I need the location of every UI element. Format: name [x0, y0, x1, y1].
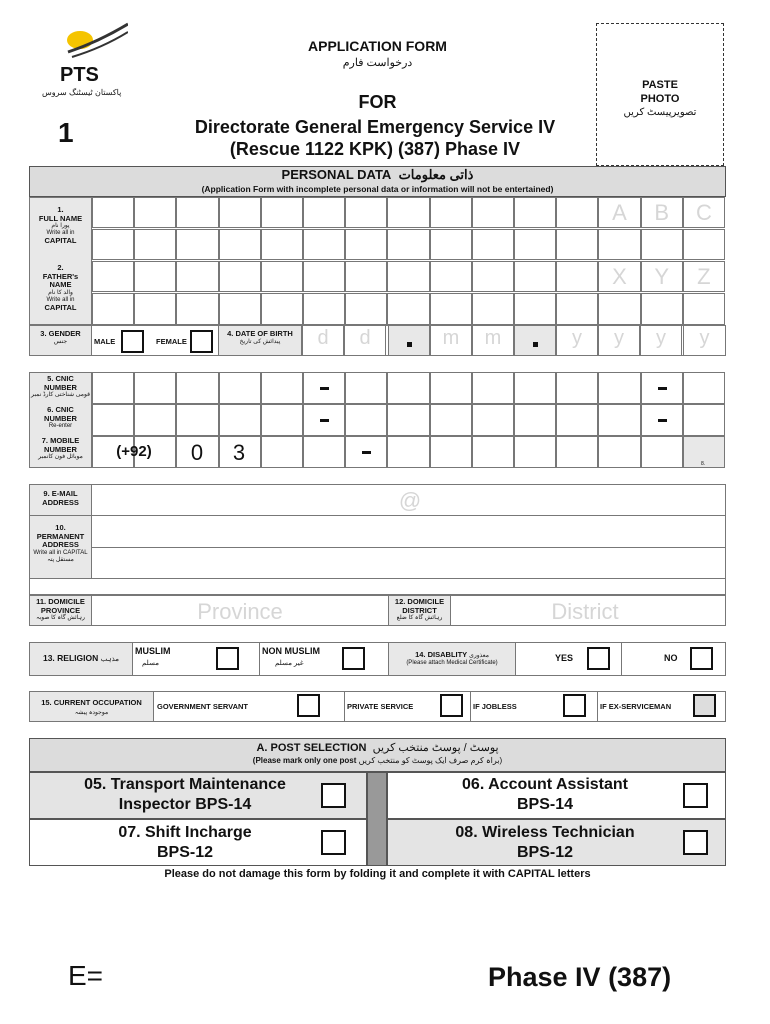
cnic-digit-cell[interactable] — [514, 436, 556, 468]
muslim-urdu: مسلم — [142, 660, 159, 667]
name-char-cell[interactable] — [387, 229, 429, 260]
private-service-checkbox[interactable] — [440, 694, 463, 717]
mobile-tail-number: 8. — [701, 461, 706, 467]
dob-ghost-letter: y — [572, 327, 582, 349]
name-char-cell[interactable] — [134, 261, 176, 292]
gov-servant-checkbox[interactable] — [297, 694, 320, 717]
disability-no-checkbox[interactable] — [690, 647, 713, 670]
mobile-label-2: NUMBER — [44, 444, 77, 454]
domicile-district-urdu: رہائش گاہ کا ضلع — [396, 615, 443, 622]
name-char-cell[interactable] — [345, 197, 387, 228]
cnic-digit-cell[interactable] — [472, 436, 514, 468]
father-capital: CAPITAL — [44, 302, 77, 312]
photo-urdu: تصویرپیسٹ کریں — [623, 106, 697, 118]
personal-title-urdu: ذاتی معلومات — [398, 167, 474, 182]
cnic-digit-cell[interactable] — [598, 372, 640, 404]
no-label: NO — [664, 653, 678, 663]
name-char-cell[interactable] — [219, 293, 261, 325]
dob-urdu: پیدائش کی تاریخ — [239, 338, 281, 345]
name-char-cell[interactable] — [261, 229, 303, 260]
name-char-cell[interactable] — [556, 197, 598, 228]
post-title-urdu: پوسٹ / پوسٹ منتخب کریں — [372, 742, 499, 754]
mobile-digit-3: 3 — [232, 440, 246, 465]
name-char-cell[interactable] — [472, 229, 514, 260]
cnic-digit-cell[interactable] — [387, 404, 429, 436]
address-input[interactable] — [92, 516, 726, 578]
cnic2-label-2: NUMBER — [44, 413, 77, 423]
address-label-2: ADDRESS — [42, 540, 79, 550]
name-char-cell[interactable] — [641, 229, 683, 260]
disability-label: 14. DISABLITY — [415, 650, 468, 659]
gender-label: 3. GENDER — [40, 329, 81, 338]
disability-yes-checkbox[interactable] — [587, 647, 610, 670]
dob-ghost-letter: m — [442, 327, 460, 349]
cnic-dash-cell — [641, 404, 683, 436]
full-name-label: FULL NAME — [38, 213, 83, 223]
non-muslim-checkbox[interactable] — [342, 647, 365, 670]
domicile-province-urdu: رہائش گاہ کا صوبہ — [36, 615, 85, 622]
cnic-digit-cell[interactable] — [134, 404, 176, 436]
dob-ghost-letter: y — [614, 327, 624, 349]
female-checkbox[interactable] — [190, 330, 213, 353]
jobless-label: IF JOBLESS — [473, 702, 517, 711]
name-char-cell[interactable] — [514, 293, 556, 325]
cnic-digit-cell[interactable] — [430, 436, 472, 468]
cnic-digit-cell[interactable] — [134, 372, 176, 404]
personal-title: PERSONAL DATA — [281, 167, 392, 182]
name-char-cell[interactable] — [176, 197, 218, 228]
non-muslim-label: NON MUSLIM — [262, 646, 320, 656]
cnic-digit-cell[interactable] — [556, 372, 598, 404]
muslim-label: MUSLIM — [135, 646, 171, 656]
name-char-cell[interactable] — [430, 261, 472, 292]
name-char-cell[interactable] — [472, 197, 514, 228]
father-write: Write all in — [46, 296, 75, 303]
org-line1: Directorate General Emergency Service IV — [194, 117, 556, 137]
dash-mark — [658, 387, 667, 390]
name-char-cell[interactable] — [92, 229, 134, 260]
gov-servant-label: GOVERNMENT SERVANT — [157, 702, 248, 711]
address-write: Write all in CAPITAL — [33, 549, 88, 556]
name-char-cell[interactable] — [303, 229, 345, 260]
cnic-digit-cell[interactable] — [92, 404, 134, 436]
cnic-digit-cell[interactable] — [556, 404, 598, 436]
father-urdu: والد کا نام — [48, 289, 73, 296]
cnic-dash-cell — [303, 372, 345, 404]
name-char-cell[interactable] — [134, 197, 176, 228]
private-service-label: PRIVATE SERVICE — [347, 702, 414, 711]
occupation-label: 15. CURRENT OCCUPATION — [41, 698, 142, 707]
form-title-urdu: درخواست فارم — [342, 57, 413, 69]
post-05-line1: 05. Transport Maintenance — [84, 776, 286, 793]
name-char-cell[interactable] — [556, 261, 598, 292]
cnic-digit-cell[interactable] — [598, 404, 640, 436]
name-ghost-letter: C — [695, 200, 712, 225]
mobile-urdu: موبائل فون کانمبر — [38, 454, 83, 461]
ex-serviceman-label: IF EX-SERVICEMAN — [600, 702, 672, 711]
name-char-cell[interactable] — [219, 229, 261, 260]
dob-dot — [407, 342, 412, 347]
post-07-checkbox[interactable] — [321, 830, 346, 855]
dash-mark — [362, 451, 371, 454]
name-char-cell[interactable] — [514, 261, 556, 292]
cnic-dash-cell — [345, 436, 387, 468]
footer-phase: Phase IV (387) — [488, 962, 672, 992]
cnic-digit-cell[interactable] — [472, 404, 514, 436]
name-char-cell[interactable] — [92, 197, 134, 228]
disability-urdu: معذوری — [469, 653, 489, 659]
name-char-cell[interactable] — [556, 293, 598, 325]
name-ghost-letter: B — [654, 200, 670, 225]
cnic-digit-cell[interactable] — [219, 372, 261, 404]
personal-note: (Application Form with incomplete personal data or information will not be entertained) — [201, 184, 554, 194]
father-label-2: NAME — [49, 280, 72, 290]
mobile-label: 7. MOBILE — [41, 436, 80, 445]
cnic-digit-cell[interactable] — [219, 404, 261, 436]
cnic-digit-cell[interactable] — [176, 404, 218, 436]
cnic-digit-cell[interactable] — [387, 436, 429, 468]
cnic-digit-cell[interactable] — [556, 436, 598, 468]
pts-logo-icon — [58, 22, 128, 64]
male-checkbox[interactable] — [121, 330, 144, 353]
name-char-cell[interactable] — [261, 197, 303, 228]
name-char-cell[interactable] — [641, 293, 683, 325]
cnic-digit-cell[interactable] — [387, 372, 429, 404]
name-char-cell[interactable] — [219, 261, 261, 292]
post-06-checkbox[interactable] — [683, 783, 708, 808]
name-char-cell[interactable] — [556, 229, 598, 260]
dob-ghost-letter: d — [359, 327, 371, 349]
name-char-cell[interactable] — [345, 229, 387, 260]
domicile-district-label: 12. DOMICILE — [394, 597, 445, 606]
name-char-cell[interactable] — [303, 261, 345, 292]
name-char-cell[interactable] — [92, 293, 134, 325]
email-label: 9. E-MAIL — [43, 489, 78, 498]
cnic2-reenter: Re-enter — [48, 423, 73, 430]
post-08-checkbox[interactable] — [683, 830, 708, 855]
name-char-cell[interactable] — [472, 293, 514, 325]
name-char-cell[interactable] — [472, 261, 514, 292]
mobile-digit-0: 0 — [190, 440, 204, 465]
dash-mark — [320, 419, 329, 422]
name-char-cell[interactable] — [387, 261, 429, 292]
dob-ghost-letter: d — [317, 327, 329, 349]
province-input[interactable] — [92, 596, 388, 625]
name-char-cell[interactable] — [514, 229, 556, 260]
cnic-digit-cell[interactable] — [345, 372, 387, 404]
father-number: 2. — [57, 263, 64, 272]
photo-label-1: PASTE — [642, 79, 678, 91]
name-char-cell[interactable] — [261, 261, 303, 292]
male-label: MALE — [94, 337, 116, 346]
org-line2: (Rescue 1122 KPK) (387) Phase IV — [229, 139, 521, 159]
name-char-cell[interactable] — [683, 229, 725, 260]
cnic-label-2: NUMBER — [44, 382, 77, 392]
father-label: FATHER's — [42, 271, 79, 281]
cnic2-label: 6. CNIC — [47, 405, 74, 414]
name-char-cell[interactable] — [134, 229, 176, 260]
religion-label: 13. RELIGION — [42, 653, 99, 663]
cnic-dash-cell — [303, 404, 345, 436]
post-title: A. POST SELECTION — [256, 742, 367, 754]
cnic-digit-cell[interactable] — [514, 372, 556, 404]
cnic-dash-cell — [641, 372, 683, 404]
address-urdu: مستقل پتہ — [47, 556, 74, 563]
for-label: FOR — [358, 92, 397, 112]
dob-ghost-letter: m — [484, 327, 502, 349]
domicile-district-label-2: DISTRICT — [402, 605, 437, 615]
occupation-urdu: موجودہ پیشہ — [74, 710, 109, 716]
cnic-urdu: قومی شناختی کارڈ نمبر — [31, 392, 90, 399]
cnic-digit-cell[interactable] — [261, 404, 303, 436]
post-05-line2: Inspector BPS-14 — [118, 796, 252, 813]
cnic-digit-cell[interactable] — [683, 372, 725, 404]
non-muslim-urdu: غیر مسلم — [275, 660, 304, 667]
name-char-cell[interactable] — [176, 293, 218, 325]
post-08-line2: BPS-12 — [516, 844, 574, 861]
cnic-digit-cell[interactable] — [261, 372, 303, 404]
name-char-cell[interactable] — [387, 293, 429, 325]
name-char-cell[interactable] — [92, 261, 134, 292]
ex-serviceman-checkbox[interactable] — [693, 694, 716, 717]
post-05-checkbox[interactable] — [321, 783, 346, 808]
name-char-cell[interactable] — [598, 229, 640, 260]
cnic-digit-cell[interactable] — [430, 372, 472, 404]
cnic-digit-cell[interactable] — [641, 436, 683, 468]
cnic-digit-cell[interactable] — [261, 436, 303, 468]
female-label: FEMALE — [156, 337, 187, 346]
district-input[interactable] — [451, 596, 726, 625]
domicile-province-label: 11. DOMICILE — [36, 597, 85, 606]
father-ghost-letter: Y — [654, 264, 670, 289]
post-06-line1: 06. Account Assistant — [462, 776, 628, 793]
yes-label: YES — [555, 653, 574, 663]
name-char-cell[interactable] — [430, 229, 472, 260]
cnic-label: 5. CNIC — [47, 374, 74, 383]
full-name-capital: CAPITAL — [44, 236, 77, 246]
dob-ghost-letter: y — [699, 327, 710, 349]
disability-note: (Please attach Medical Certificate) — [406, 660, 498, 666]
footer-warning: Please do not damage this form by folding it and complete it with CAPITAL letters — [164, 868, 591, 880]
domicile-province-label-2: PROVINCE — [40, 605, 81, 615]
logo-urdu: پاکستان ٹیسٹنگ سروس — [42, 88, 122, 97]
name-ghost-letter: A — [612, 200, 627, 225]
name-char-cell[interactable] — [387, 197, 429, 228]
name-char-cell[interactable] — [134, 293, 176, 325]
mobile-code: (+92) — [116, 443, 152, 460]
post-note-urdu: براہ کرم صرف ایک پوسٹ کو منتخب کریں) — [358, 756, 503, 765]
form-title: APPLICATION FORM — [308, 38, 447, 54]
post-06-line2: BPS-14 — [516, 796, 574, 813]
logo-text: PTS — [60, 64, 99, 86]
name-char-cell[interactable] — [598, 293, 640, 325]
email-label-2: ADDRESS — [42, 497, 79, 507]
email-at-placeholder: @ — [398, 488, 422, 513]
photo-label-2: PHOTO — [640, 92, 680, 105]
name-char-cell[interactable] — [303, 197, 345, 228]
name-char-cell[interactable] — [345, 293, 387, 325]
name-char-cell[interactable] — [430, 197, 472, 228]
gender-urdu: جنس — [53, 338, 68, 345]
religion-urdu: مذہب — [100, 656, 120, 663]
name-char-cell[interactable] — [514, 197, 556, 228]
cnic-digit-cell[interactable] — [683, 404, 725, 436]
name-char-cell[interactable] — [430, 293, 472, 325]
district-placeholder: District — [551, 599, 619, 624]
dob-label: 4. DATE OF BIRTH — [227, 329, 293, 338]
name-char-cell[interactable] — [303, 293, 345, 325]
name-char-cell[interactable] — [345, 261, 387, 292]
post-07-line2: BPS-12 — [156, 844, 214, 861]
footer-code: E= — [68, 960, 104, 991]
post-08-line1: 08. Wireless Technician — [455, 824, 635, 841]
jobless-checkbox[interactable] — [563, 694, 586, 717]
dob-separator — [388, 325, 430, 356]
cnic-digit-cell[interactable] — [430, 404, 472, 436]
province-placeholder: Province — [197, 599, 283, 624]
cnic-digit-cell[interactable] — [176, 372, 218, 404]
address-number: 10. — [55, 523, 66, 532]
cnic-digit-cell[interactable] — [345, 404, 387, 436]
name-char-cell[interactable] — [261, 293, 303, 325]
full-name-number: 1. — [57, 205, 64, 214]
name-char-cell[interactable] — [219, 197, 261, 228]
muslim-checkbox[interactable] — [216, 647, 239, 670]
dash-mark — [320, 387, 329, 390]
name-char-cell[interactable] — [683, 293, 725, 325]
dob-dot — [533, 342, 538, 347]
post-07-line1: 07. Shift Incharge — [118, 824, 252, 841]
name-char-cell[interactable] — [176, 229, 218, 260]
full-name-urdu: پورا نام — [51, 223, 70, 230]
dob-ghost-letter: y — [656, 327, 666, 349]
dash-mark — [658, 419, 667, 422]
cnic-digit-cell[interactable] — [472, 372, 514, 404]
name-char-cell[interactable] — [176, 261, 218, 292]
full-name-write: Write all in — [46, 230, 75, 237]
father-ghost-letter: X — [612, 264, 627, 289]
cnic-digit-cell[interactable] — [598, 436, 640, 468]
cnic-digit-cell[interactable] — [303, 436, 345, 468]
post-note: (Please mark only one post — [252, 756, 357, 765]
cnic-digit-cell[interactable] — [92, 372, 134, 404]
form-number: 1 — [58, 117, 74, 148]
address-label: PERMANENT — [36, 531, 85, 541]
father-ghost-letter: Z — [697, 264, 711, 289]
dob-separator — [514, 325, 556, 356]
cnic-digit-cell[interactable] — [514, 404, 556, 436]
